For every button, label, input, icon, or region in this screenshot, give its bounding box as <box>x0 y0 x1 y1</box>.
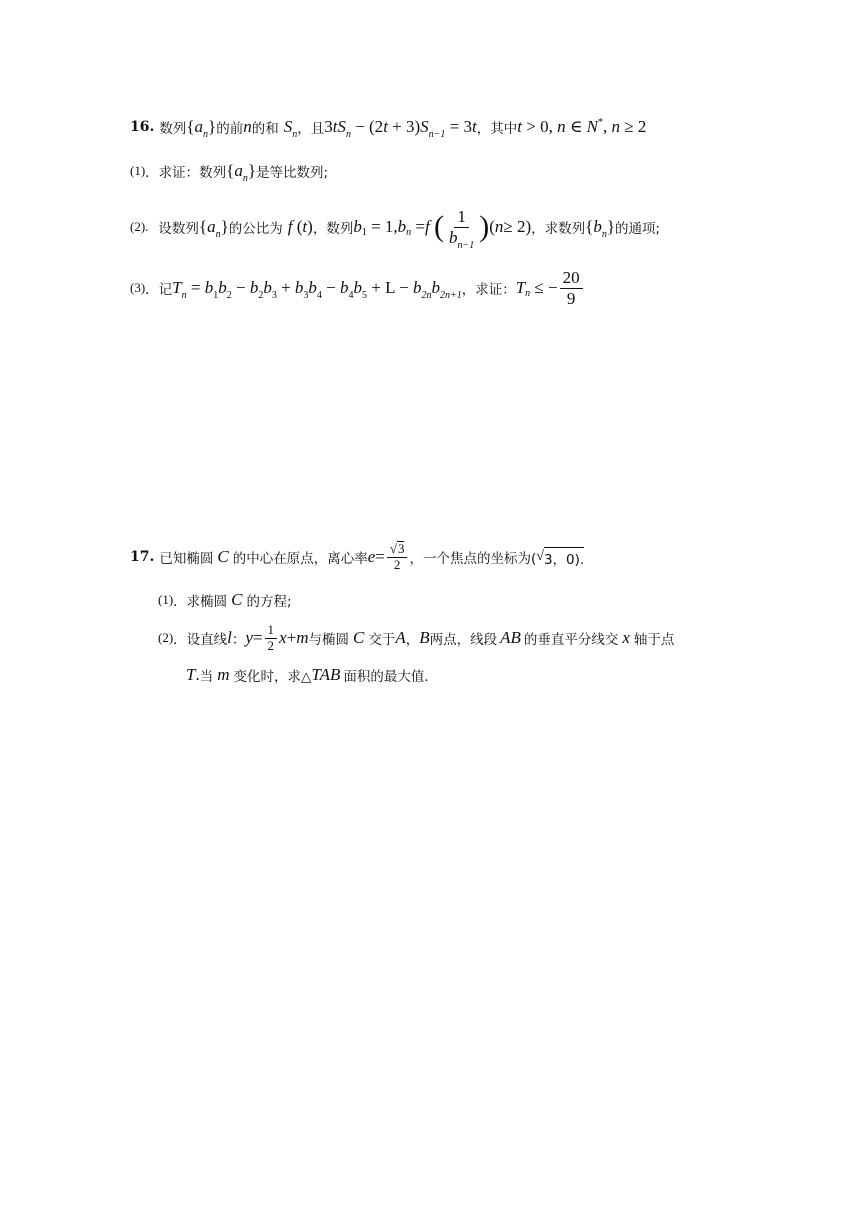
formula-eccentricity: e = $\frac{√3}{2}$ <box>368 541 410 573</box>
problem16-text: 的前 <box>216 121 244 137</box>
problem16-statement <box>130 114 646 140</box>
part-label: (2) <box>158 630 174 645</box>
sqrt-sign: √ <box>536 549 544 564</box>
problem17-number: 17. <box>130 549 155 565</box>
formula-inequality: T n ≤ − $\frac{20}{9}$ <box>516 268 585 308</box>
problem17-text: 两点，线段 <box>429 632 498 648</box>
var-C: C <box>231 590 243 609</box>
formula-an: $\{a_n\}$ <box>186 117 217 140</box>
problem17-text: 3，0). <box>544 547 584 568</box>
problem17-part2: (2) ．设直线 l ： y = $\frac{1}{2}$ x + m 与椭圆 C 交于 A ， B 两点，线段 AB 的垂直平分线交 x 轴于点 <box>158 621 675 653</box>
formula-an: $\{a_n\}$ <box>198 217 229 240</box>
formula-b-recurrence: b 1 = 1, b n = f ( $\frac{1}{b_{n-1}}$ ) ( n ≥ 2) <box>353 206 532 251</box>
problem17-text: ，一个焦点的坐标为( <box>409 551 537 567</box>
problem17-text: 面积的最大值． <box>343 669 438 685</box>
part-label: (1) <box>158 592 174 607</box>
problem16-number: 16. <box>130 119 155 135</box>
formula-line: y = $\frac{1}{2}$ x + m <box>245 621 309 653</box>
formula-n: n <box>243 117 252 136</box>
fraction-numerator: 20 <box>560 268 583 289</box>
var-TAB: TAB <box>311 665 341 684</box>
problem17-part1 <box>158 587 292 613</box>
problem16-text: ，求证： <box>461 282 516 298</box>
problem17-text: 当 <box>199 669 214 685</box>
formula-an: $\{a_n\}$ <box>226 161 257 184</box>
problem17-text: 的垂直平分线交 <box>523 632 619 648</box>
problem16-text: ，其中 <box>476 121 518 137</box>
problem16-text: ．求证：数列 <box>145 165 227 181</box>
problem17-text: ．设直线 <box>173 632 228 648</box>
problem16-text: ，且 <box>297 121 325 137</box>
problem17-text: ．求椭圆 <box>173 594 228 610</box>
problem16-text: 的通项; <box>615 221 661 237</box>
problem17-text: 轴于点 <box>633 632 675 648</box>
var-T: T <box>186 665 196 684</box>
part-label: (2). <box>130 219 149 234</box>
problem17-text: 交于 <box>368 632 396 648</box>
problem17-text: 变化时，求△ <box>233 669 312 685</box>
var-m: m <box>217 665 230 684</box>
problem16-text: 的和 <box>251 121 279 137</box>
problem16-text: ．记 <box>145 282 173 298</box>
var-B: B <box>419 628 430 647</box>
problem17-text: 与椭圆 <box>308 632 349 648</box>
var-AB: AB <box>500 628 521 647</box>
var-A: A <box>395 628 406 647</box>
part-label: (1) <box>130 163 146 178</box>
formula-sn: $S_n$ <box>283 117 298 140</box>
problem16-text: 数列 <box>159 121 187 137</box>
var-C: C <box>352 628 365 647</box>
problem16-text: ，数列 <box>312 221 354 237</box>
problem16-text: ，求数列 <box>531 221 586 237</box>
problem16-text: 是等比数列; <box>256 165 329 181</box>
problem16-text: 设数列 <box>158 221 199 237</box>
problem16-part1 <box>130 158 328 184</box>
problem17-text: 已知椭圆 <box>159 551 214 567</box>
formula-recurrence: $3tS_n - (2t + 3)S_{n-1} = 3t$ <box>324 117 477 140</box>
var-C: C <box>217 547 229 566</box>
formula-conditions: t > 0, n ∈ N*, n ≥ 2 <box>517 117 647 136</box>
problem17-text: 的方程; <box>246 594 292 610</box>
var-x: x <box>622 628 630 647</box>
problem17-statement <box>130 537 584 577</box>
var-l: l <box>227 628 232 647</box>
problem16-part3 <box>130 266 585 310</box>
part-label: (3) <box>130 280 146 295</box>
formula-ft: f (t) <box>287 217 313 236</box>
formula-tn: $T_n = b_1b_2 - b_2b_3 + b_3b_4 - b_4b_5 + L - b_{2n}b_{2n+1}$ <box>172 278 462 301</box>
problem16-text: 的公比为 <box>228 221 283 237</box>
fraction-denominator: 9 <box>566 288 576 308</box>
problem17-part2-continued: T . 当 m 变化时，求△ TAB 面积的最大值． <box>186 665 438 685</box>
problem17-text: 的中心在原点，离心率 <box>232 551 368 567</box>
problem16-part2 <box>130 206 661 251</box>
formula-bn: $\{b_n\}$ <box>585 217 616 240</box>
